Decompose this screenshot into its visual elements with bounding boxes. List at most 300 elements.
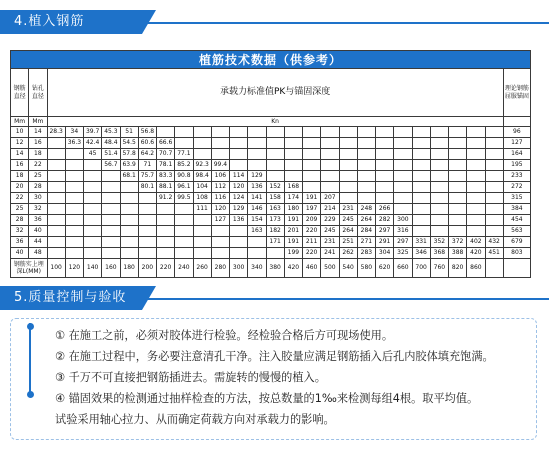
cell-value bbox=[485, 215, 503, 226]
cell-value bbox=[248, 138, 266, 149]
cell-value: 78.1 bbox=[157, 160, 175, 171]
cell-value bbox=[339, 193, 357, 204]
quality-item: 试验采用轴心拉力、从而确定荷载方向对承载力的影响。 bbox=[55, 413, 335, 426]
cell-value bbox=[412, 127, 430, 138]
cell-value bbox=[376, 149, 394, 160]
cell-value bbox=[321, 138, 339, 149]
cell-value bbox=[321, 182, 339, 193]
cell-value: 36.3 bbox=[65, 138, 83, 149]
embed-depth-value: 700 bbox=[412, 259, 430, 278]
cell-value bbox=[339, 138, 357, 149]
cell-value bbox=[211, 127, 229, 138]
cell-value bbox=[303, 171, 321, 182]
cell-value: 251 bbox=[339, 237, 357, 248]
cell-value bbox=[65, 215, 83, 226]
cell-value: 372 bbox=[449, 237, 467, 248]
cell-value bbox=[120, 215, 138, 226]
cell-value bbox=[102, 248, 120, 259]
cell-value: 68.1 bbox=[120, 171, 138, 182]
cell-value bbox=[138, 204, 156, 215]
cell-value: 112 bbox=[211, 182, 229, 193]
cell-value bbox=[430, 171, 448, 182]
table-row bbox=[11, 237, 531, 248]
cell-value bbox=[175, 215, 193, 226]
cell-drill-diameter: 44 bbox=[29, 237, 47, 248]
embed-depth-value: 220 bbox=[157, 259, 175, 278]
cell-value bbox=[266, 149, 284, 160]
cell-value bbox=[339, 127, 357, 138]
cell-value bbox=[84, 204, 102, 215]
cell-value bbox=[430, 226, 448, 237]
table-row bbox=[11, 215, 531, 226]
cell-value: 300 bbox=[394, 215, 412, 226]
cell-value: 99.4 bbox=[211, 160, 229, 171]
cell-value bbox=[102, 204, 120, 215]
cell-value bbox=[102, 237, 120, 248]
quality-control-list bbox=[10, 318, 537, 440]
cell-value bbox=[321, 127, 339, 138]
cell-value bbox=[449, 182, 467, 193]
cell-value bbox=[467, 215, 485, 226]
cell-value bbox=[321, 160, 339, 171]
cell-value: 316 bbox=[394, 226, 412, 237]
cell-value: 211 bbox=[303, 237, 321, 248]
cell-value bbox=[65, 237, 83, 248]
cell-value: 284 bbox=[357, 226, 375, 237]
cell-rebar-diameter: 10 bbox=[11, 127, 29, 138]
unit-mm: Mm bbox=[29, 117, 47, 127]
cell-value: 174 bbox=[284, 193, 302, 204]
cell-value: 245 bbox=[321, 226, 339, 237]
cell-value: 297 bbox=[394, 237, 412, 248]
cell-value bbox=[412, 204, 430, 215]
cell-value bbox=[485, 193, 503, 204]
cell-value bbox=[449, 171, 467, 182]
cell-value bbox=[412, 215, 430, 226]
cell-value bbox=[412, 149, 430, 160]
cell-value: 85.2 bbox=[175, 160, 193, 171]
cell-value bbox=[376, 171, 394, 182]
cell-value: 39.7 bbox=[84, 127, 102, 138]
cell-value: 83.3 bbox=[157, 171, 175, 182]
cell-value bbox=[157, 204, 175, 215]
embed-depth-value: 380 bbox=[266, 259, 284, 278]
cell-value bbox=[65, 160, 83, 171]
cell-value bbox=[485, 182, 503, 193]
cell-value bbox=[303, 182, 321, 193]
cell-value bbox=[175, 248, 193, 259]
embed-depth-value: 280 bbox=[211, 259, 229, 278]
cell-value: 191 bbox=[303, 193, 321, 204]
cell-value: 229 bbox=[321, 215, 339, 226]
cell-value bbox=[412, 160, 430, 171]
cell-value bbox=[485, 226, 503, 237]
cell-value: 92.3 bbox=[193, 160, 211, 171]
cell-value bbox=[266, 160, 284, 171]
rebar-data-table bbox=[10, 50, 531, 278]
cell-value bbox=[230, 160, 248, 171]
cell-value: 451 bbox=[485, 248, 503, 259]
cell-value bbox=[157, 215, 175, 226]
cell-value: 75.7 bbox=[138, 171, 156, 182]
cell-value: 42.4 bbox=[84, 138, 102, 149]
cell-value: 282 bbox=[376, 215, 394, 226]
cell-value: 70.7 bbox=[157, 149, 175, 160]
cell-value bbox=[376, 138, 394, 149]
cell-value: 173 bbox=[266, 215, 284, 226]
cell-value bbox=[193, 237, 211, 248]
cell-value bbox=[412, 182, 430, 193]
cell-value bbox=[47, 149, 65, 160]
cell-value bbox=[84, 248, 102, 259]
cell-value: 220 bbox=[303, 226, 321, 237]
cell-value bbox=[467, 171, 485, 182]
cell-value bbox=[357, 171, 375, 182]
cell-value bbox=[430, 182, 448, 193]
cell-value bbox=[175, 237, 193, 248]
embed-depth-value: 240 bbox=[175, 259, 193, 278]
cell-rebar-diameter: 36 bbox=[11, 237, 29, 248]
cell-value bbox=[284, 149, 302, 160]
cell-value: 271 bbox=[357, 237, 375, 248]
cell-value: 129 bbox=[230, 204, 248, 215]
cell-value bbox=[266, 138, 284, 149]
quality-item: ① 在施工之前，必须对胶体进行检验。经检验合格后方可现场使用。 bbox=[55, 329, 394, 342]
cell-value bbox=[211, 237, 229, 248]
cell-value bbox=[248, 127, 266, 138]
quality-item: ④ 锚固效果的检测通过抽样检查的方法，按总数量的1‰来检测每组4根。取平均值。 bbox=[55, 392, 479, 405]
cell-value bbox=[84, 193, 102, 204]
cell-value: 325 bbox=[394, 248, 412, 259]
embed-depth-value: 140 bbox=[84, 259, 102, 278]
cell-value bbox=[339, 171, 357, 182]
cell-value: 88.1 bbox=[157, 182, 175, 193]
cell-value: 64.2 bbox=[138, 149, 156, 160]
cell-value bbox=[84, 160, 102, 171]
cell-value: 199 bbox=[284, 248, 302, 259]
cell-value bbox=[120, 182, 138, 193]
table-row bbox=[11, 160, 531, 171]
cell-value bbox=[357, 193, 375, 204]
cell-value: 388 bbox=[449, 248, 467, 259]
cell-value: 197 bbox=[303, 204, 321, 215]
cell-value: 141 bbox=[248, 193, 266, 204]
cell-value bbox=[157, 248, 175, 259]
cell-value bbox=[394, 138, 412, 149]
cell-value bbox=[138, 215, 156, 226]
embed-depth-value: 200 bbox=[138, 259, 156, 278]
cell-theory: 315 bbox=[503, 193, 530, 204]
cell-value: 127 bbox=[211, 215, 229, 226]
cell-value: 66.6 bbox=[157, 138, 175, 149]
cell-value bbox=[467, 182, 485, 193]
header-capacity: 承载力标准值PK与锚固深度 bbox=[47, 69, 503, 117]
table-row bbox=[11, 248, 531, 259]
cell-value: 209 bbox=[303, 215, 321, 226]
cell-value: 45.3 bbox=[102, 127, 120, 138]
cell-value bbox=[47, 226, 65, 237]
cell-theory: 563 bbox=[503, 226, 530, 237]
cell-value bbox=[357, 138, 375, 149]
cell-drill-diameter: 40 bbox=[29, 226, 47, 237]
embed-depth-value: 540 bbox=[339, 259, 357, 278]
cell-value: 91.2 bbox=[157, 193, 175, 204]
cell-value bbox=[47, 215, 65, 226]
cell-value bbox=[467, 138, 485, 149]
cell-value bbox=[376, 160, 394, 171]
cell-value bbox=[430, 127, 448, 138]
cell-value bbox=[339, 149, 357, 160]
cell-value: 124 bbox=[230, 193, 248, 204]
cell-value bbox=[376, 127, 394, 138]
cell-value bbox=[321, 171, 339, 182]
cell-value bbox=[47, 182, 65, 193]
cell-value bbox=[485, 138, 503, 149]
cell-value bbox=[175, 204, 193, 215]
cell-rebar-diameter: 22 bbox=[11, 193, 29, 204]
header-drill-diameter: 钻孔直径 bbox=[29, 69, 47, 117]
cell-value bbox=[230, 248, 248, 259]
cell-value bbox=[339, 160, 357, 171]
cell-value bbox=[248, 237, 266, 248]
table-title: 植筋技术数据（供参考） bbox=[11, 51, 531, 69]
cell-value: 346 bbox=[412, 248, 430, 259]
cell-value bbox=[193, 138, 211, 149]
cell-value bbox=[102, 171, 120, 182]
cell-value bbox=[321, 149, 339, 160]
cell-value: 182 bbox=[266, 226, 284, 237]
cell-value bbox=[120, 193, 138, 204]
cell-value: 220 bbox=[303, 248, 321, 259]
cell-value bbox=[157, 226, 175, 237]
cell-value: 114 bbox=[230, 171, 248, 182]
cell-value bbox=[138, 248, 156, 259]
cell-value bbox=[65, 149, 83, 160]
cell-theory: 164 bbox=[503, 149, 530, 160]
cell-value: 116 bbox=[211, 193, 229, 204]
cell-value bbox=[102, 215, 120, 226]
cell-value: 248 bbox=[357, 204, 375, 215]
cell-rebar-diameter: 28 bbox=[11, 215, 29, 226]
table-row bbox=[11, 182, 531, 193]
cell-value: 163 bbox=[266, 204, 284, 215]
embed-depth-value: 660 bbox=[394, 259, 412, 278]
cell-value bbox=[485, 171, 503, 182]
cell-value bbox=[193, 127, 211, 138]
table-row bbox=[11, 226, 531, 237]
cell-value: 241 bbox=[321, 248, 339, 259]
cell-value: 80.1 bbox=[138, 182, 156, 193]
embed-depth-value: 340 bbox=[248, 259, 266, 278]
cell-theory: 272 bbox=[503, 182, 530, 193]
cell-value: 104 bbox=[193, 182, 211, 193]
header-theory-anchorage: 理论钢筋屈服锚固 bbox=[503, 69, 530, 117]
cell-value: 245 bbox=[339, 215, 357, 226]
cell-value: 297 bbox=[376, 226, 394, 237]
embed-depth-value: 180 bbox=[120, 259, 138, 278]
cell-value bbox=[65, 182, 83, 193]
cell-value: 368 bbox=[430, 248, 448, 259]
cell-value bbox=[485, 149, 503, 160]
cell-value: 152 bbox=[266, 182, 284, 193]
cell-theory: 454 bbox=[503, 215, 530, 226]
cell-value: 231 bbox=[339, 204, 357, 215]
cell-value bbox=[65, 171, 83, 182]
cell-drill-diameter: 22 bbox=[29, 160, 47, 171]
cell-value bbox=[175, 127, 193, 138]
cell-value bbox=[193, 149, 211, 160]
cell-drill-diameter: 30 bbox=[29, 193, 47, 204]
cell-value bbox=[467, 193, 485, 204]
cell-value: 51 bbox=[120, 127, 138, 138]
embed-depth-value: 460 bbox=[303, 259, 321, 278]
cell-value: 214 bbox=[321, 204, 339, 215]
cell-value bbox=[430, 149, 448, 160]
quality-item: ② 在施工过程中，务必要注意清孔干净。注入胶量应满足钢筋插入后孔内胶体填充饱满。 bbox=[55, 350, 494, 363]
cell-value: 57.8 bbox=[120, 149, 138, 160]
unit-mm: Mm bbox=[11, 117, 29, 127]
cell-value: 54.5 bbox=[120, 138, 138, 149]
cell-value bbox=[266, 248, 284, 259]
cell-value: 171 bbox=[266, 237, 284, 248]
cell-value bbox=[394, 149, 412, 160]
cell-value bbox=[84, 171, 102, 182]
cell-value bbox=[47, 193, 65, 204]
embed-depth-value: 160 bbox=[102, 259, 120, 278]
cell-value: 98.4 bbox=[193, 171, 211, 182]
section-header-quality bbox=[0, 284, 549, 310]
section-title-planting: 4.植入钢筋 bbox=[0, 10, 142, 34]
cell-value bbox=[449, 138, 467, 149]
cell-value bbox=[284, 160, 302, 171]
cell-value bbox=[467, 204, 485, 215]
cell-value: 352 bbox=[430, 237, 448, 248]
cell-value bbox=[157, 127, 175, 138]
cell-drill-diameter: 48 bbox=[29, 248, 47, 259]
cell-value bbox=[138, 237, 156, 248]
cell-value bbox=[394, 160, 412, 171]
cell-value bbox=[284, 171, 302, 182]
cell-value: 432 bbox=[485, 237, 503, 248]
cell-value bbox=[394, 193, 412, 204]
cell-value bbox=[230, 138, 248, 149]
cell-value bbox=[47, 138, 65, 149]
cell-value bbox=[449, 127, 467, 138]
quality-item: ③ 千万不可直接把钢筋插进去。需旋转的慢慢的植入。 bbox=[55, 371, 326, 384]
cell-drill-diameter: 16 bbox=[29, 138, 47, 149]
embed-depth-value bbox=[485, 259, 503, 278]
table-row bbox=[11, 171, 531, 182]
cell-value bbox=[47, 160, 65, 171]
cell-value: 129 bbox=[248, 171, 266, 182]
cell-value bbox=[430, 204, 448, 215]
cell-value: 90.8 bbox=[175, 171, 193, 182]
cell-value bbox=[102, 226, 120, 237]
cell-value bbox=[211, 138, 229, 149]
cell-value: 207 bbox=[321, 193, 339, 204]
cell-value bbox=[303, 138, 321, 149]
cell-value: 45 bbox=[84, 149, 102, 160]
cell-theory: 127 bbox=[503, 138, 530, 149]
cell-value bbox=[394, 182, 412, 193]
cell-value: 96.1 bbox=[175, 182, 193, 193]
cell-value bbox=[84, 182, 102, 193]
cell-value bbox=[47, 204, 65, 215]
cell-value: 56.7 bbox=[102, 160, 120, 171]
cell-drill-diameter: 28 bbox=[29, 182, 47, 193]
cell-value bbox=[485, 127, 503, 138]
cell-value bbox=[303, 149, 321, 160]
cell-value bbox=[394, 171, 412, 182]
cell-value: 163 bbox=[248, 226, 266, 237]
cell-value bbox=[84, 215, 102, 226]
cell-value bbox=[467, 226, 485, 237]
cell-value: 108 bbox=[193, 193, 211, 204]
cell-rebar-diameter: 14 bbox=[11, 149, 29, 160]
cell-value: 154 bbox=[248, 215, 266, 226]
cell-value bbox=[449, 149, 467, 160]
cell-theory: 384 bbox=[503, 204, 530, 215]
cell-value bbox=[266, 171, 284, 182]
cell-value bbox=[357, 160, 375, 171]
cell-value bbox=[248, 149, 266, 160]
cell-value bbox=[303, 127, 321, 138]
cell-value bbox=[175, 226, 193, 237]
timeline-line bbox=[29, 323, 31, 395]
cell-value bbox=[65, 248, 83, 259]
embed-depth-label: 钢筋实上埋深L(MM) bbox=[11, 259, 48, 278]
cell-drill-diameter: 14 bbox=[29, 127, 47, 138]
cell-value bbox=[339, 182, 357, 193]
cell-value bbox=[412, 193, 430, 204]
cell-value bbox=[284, 138, 302, 149]
cell-value: 168 bbox=[284, 182, 302, 193]
cell-value bbox=[394, 204, 412, 215]
cell-value: 99.5 bbox=[175, 193, 193, 204]
cell-value bbox=[138, 193, 156, 204]
section-title-quality: 5.质量控制与验收 bbox=[0, 286, 142, 310]
cell-value bbox=[449, 193, 467, 204]
cell-value bbox=[357, 149, 375, 160]
cell-value bbox=[284, 127, 302, 138]
cell-value bbox=[120, 248, 138, 259]
cell-value bbox=[266, 127, 284, 138]
cell-value bbox=[467, 160, 485, 171]
timeline-dot bbox=[27, 391, 34, 398]
cell-value bbox=[412, 171, 430, 182]
cell-value bbox=[430, 215, 448, 226]
cell-value bbox=[120, 237, 138, 248]
cell-value bbox=[412, 226, 430, 237]
cell-value bbox=[193, 215, 211, 226]
cell-value: 146 bbox=[248, 204, 266, 215]
cell-value: 28.3 bbox=[47, 127, 65, 138]
cell-value: 304 bbox=[376, 248, 394, 259]
cell-value bbox=[175, 138, 193, 149]
section-header-planting bbox=[0, 8, 549, 34]
cell-value bbox=[248, 248, 266, 259]
cell-value bbox=[376, 193, 394, 204]
embed-depth-value: 260 bbox=[193, 259, 211, 278]
cell-value: 106 bbox=[211, 171, 229, 182]
cell-value bbox=[102, 193, 120, 204]
cell-value bbox=[102, 182, 120, 193]
cell-value: 191 bbox=[284, 237, 302, 248]
cell-value: 231 bbox=[321, 237, 339, 248]
cell-value bbox=[303, 160, 321, 171]
cell-value: 180 bbox=[284, 204, 302, 215]
cell-value bbox=[65, 226, 83, 237]
